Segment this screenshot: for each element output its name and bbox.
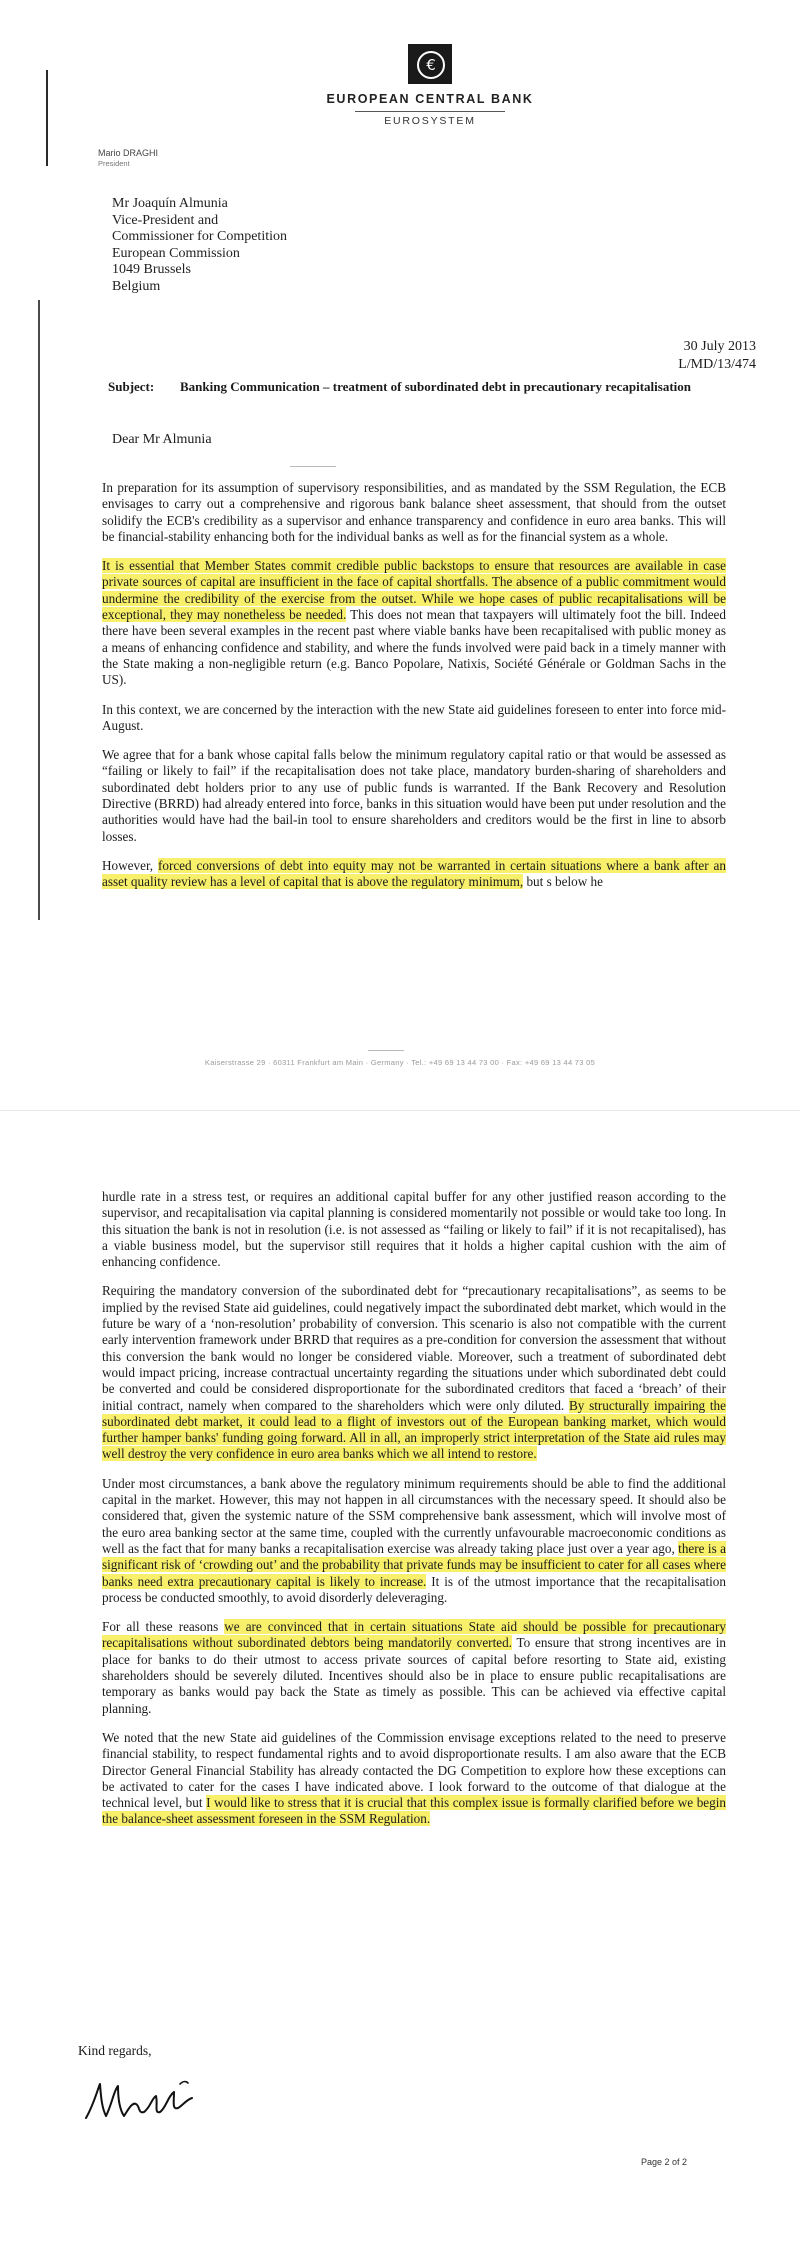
footer-address: Kaiserstrasse 29 · 60311 Frankfurt am Main · Germany · Tel.: +49 69 13 44 73 00 · Fax: +49 69 13 44 73 05 (204, 1058, 596, 1067)
highlighted-text: there is a significant risk of ‘crowding out’ and the probability that private funds may be insufficient to cater for all cases where banks need extra precautionary capital is likely to increase. (102, 1540, 726, 1589)
euro-symbol-icon: € (417, 51, 445, 79)
footer-divider (368, 1050, 404, 1051)
body-paragraph (102, 1730, 726, 1828)
ecb-logo (408, 44, 452, 84)
paragraph-text: However, (102, 857, 158, 873)
recipient-line: Belgium (112, 278, 161, 294)
closing: Kind regards, (78, 2043, 152, 2058)
body-paragraph (102, 480, 726, 545)
subject-text: Banking Communication – treatment of subordinated debt in precautionary recapitalisation (180, 379, 691, 394)
paragraph-text: but s below he (523, 874, 603, 890)
divider-line (290, 466, 336, 467)
page1-body (102, 480, 726, 904)
body-paragraph (102, 1283, 726, 1462)
date-reference-block (678, 338, 756, 374)
paragraph-text: In this context, we are concerned by the interaction with the new State aid guidelines foreseen to enter into force mid-August. (102, 701, 726, 733)
eurosystem-label: EUROSYSTEM (384, 115, 476, 127)
body-paragraph (102, 858, 726, 891)
recipient-line: 1049 Brussels (112, 262, 191, 277)
letter-date: 30 July 2013 (683, 339, 756, 354)
paragraph-text: Under most circumstances, a bank above the regulatory minimum requirements should be able to find the additional capital in the market. However, this may not happen in all circumstances with the necessary speed. It should also be considered that, given the systemic nature of the SSM comprehensive bank assessment, which will involve most of the euro area banking sector at the same time, coupled with the currently unfavourable macroeconomic conditions as well as the fact that for many banks a recapitalisation exercise was already taking place just over a year ago, (102, 1475, 726, 1556)
highlighted-text: we are convinced that in certain situations State aid should be possible for precautionary recapitalisations without subordinated debtors being mandatorily converted. (102, 1619, 726, 1651)
paragraph-text: hurdle rate in a stress test, or requires an additional capital buffer for any other justified reason according to the supervisor, and recapitalisation via capital planning is considered momentarily not possible or would take too long. In this situation the bank is not in resolution (i.e. is not assessed as “failing or likely to fail” if it is not recapitalised), has a viable business model, but the supervisor still requires that it holds a higher capital cushion with the aim of enhancing confidence. (102, 1189, 726, 1270)
paragraph-text: For all these reasons (102, 1619, 225, 1635)
letter-page-1 (0, 0, 800, 1110)
sender-role: President (98, 159, 130, 168)
recipient-line: Mr Joaquín Almunia (112, 196, 228, 211)
salutation: Dear Mr Almunia (112, 432, 212, 447)
highlighted-text: By structurally impairing the subordinated debt market, it could lead to a flight of investors out of the European banking market, which would further hamper banks' funding going forward. All in all, an improperly strict interpretation of the State aid rules may well destroy the very confidence in euro area banks which we all intend to restore. (102, 1397, 726, 1462)
bank-name: EUROPEAN CENTRAL BANK (326, 92, 534, 106)
paragraph-text: We noted that the new State aid guidelines of the Commission envisage exceptions related to the need to preserve financial stability, to respect fundamental rights and to avoid disproportionate results. I am also aware that the ECB Director General Financial Stability has already contacted the DG Competition to explore how these exceptions can be activated to cater for the cases I have indicated above. I look forward to the outcome of that dialogue at the technical level, but (102, 1729, 726, 1811)
paragraph-text: It is of the utmost importance that the recapitalisation process be conducted smoothly, to avoid disorderly deleveraging. (102, 1573, 726, 1605)
sender-name: Mario DRAGHI (98, 148, 159, 158)
recipient-line: European Commission (112, 245, 240, 261)
paragraph-text: In preparation for its assumption of supervisory responsibilities, and as mandated by the SSM Regulation, the ECB envisages to carry out a comprehensive and rigorous bank balance sheet assessment, that should from the outset solidify the ECB's credibility as a supervisor and enhance transparency and confidence in euro area banks. This will be financial-stability enhancing both for the individual banks as well as for the financial system as a whole. (102, 480, 726, 544)
handwritten-signature (82, 2074, 202, 2135)
letterhead-divider (355, 111, 505, 112)
body-paragraph (102, 1189, 726, 1270)
page-number: Page 2 of 2 (641, 2157, 688, 2167)
subject-label: Subject: (108, 379, 155, 394)
body-paragraph (102, 1619, 726, 1717)
recipient-line: Commissioner for Competition (112, 229, 287, 244)
highlighted-text: It is essential that Member States commit credible public backstops to ensure that resources are available in case private sources of capital are insufficient in the face of capital shortfalls. The absence of a public commitment would undermine the credibility of the exercise from the outset. While we hope cases of public recapitalisations will be exceptional, they may nonetheless be needed. (102, 558, 726, 623)
ecb-letterhead (300, 44, 560, 127)
paragraph-text: Requiring the mandatory conversion of the subordinated debt for “precautionary recapitalisations”, as seems to be implied by the revised State aid guidelines, could negatively impact the subordinated debt market, which would in the future be wary of a ‘non-resolution’ probability of conversion. This scenario is also not compatible with the current early intervention framework under BRRD that requires as a pre-condition for conversion the assessment that without this conversion the bank would no longer be considered viable. Moreover, such a treatment of subordinated debt would impact pricing, increase contractual uncertainty regarding the situations under which subordinated debt could be converted and could be considered disproportionate for the subordinated creditors that faced a ‘breach’ of their initial contract, namely when compared to the shareholders which were only diluted. (102, 1283, 726, 1413)
recipient-address (112, 196, 287, 295)
highlighted-text: forced conversions of debt into equity may not be warranted in certain situations where a bank after an asset quality review has a level of capital that is above the regulatory minimum, (102, 857, 726, 890)
highlighted-text: I would like to stress that it is crucial that this complex issue is formally clarified before we begin the balance-sheet assessment foreseen in the SSM Regulation. (102, 1795, 726, 1827)
body-paragraph (102, 1476, 726, 1606)
body-paragraph (102, 558, 726, 688)
page2-body (102, 1189, 726, 1841)
body-paragraph (102, 747, 726, 845)
scan-edge-mark (38, 300, 40, 920)
paragraph-text: We agree that for a bank whose capital falls below the minimum regulatory capital ratio or that would be assessed as “failing or likely to fail” if the recapitalisation does not take place, mandatory burden-sharing of shareholders and subordinated debt holders prior to any use of public funds is warranted. If the Bank Recovery and Resolution Directive (BRRD) had already entered into force, banks in this situation would have been put under resolution and the authorities would have had the bail-in tool to ensure shareholders and creditors would be the first in line to absorb losses. (102, 747, 726, 844)
paragraph-text: To ensure that strong incentives are in place for banks to do their utmost to access private sources of capital before resorting to State aid, existing shareholders should be severely diluted. Incentives should also be in place to ensure public recapitalisations are temporary as banks would pay back the State as timely as possible. This can be achieved via effective capital planning. (102, 1635, 726, 1716)
recipient-line: Vice-President and (112, 212, 219, 228)
paragraph-text: This does not mean that taxpayers will ultimately foot the bill. Indeed there have been several examples in the recent past where viable banks have been recapitalised with public money as a means of enhancing confidence and stability, and where the funds involved were paid back in a timely manner with the State making a non-negligible return (e.g. Banco Popolare, Natixis, Société Générale or Goldman Sachs in the US). (102, 607, 726, 688)
sender-block (98, 148, 158, 168)
subject-line (108, 378, 720, 395)
letter-reference: L/MD/13/474 (678, 357, 756, 372)
scan-edge-mark (46, 70, 48, 166)
body-paragraph (102, 702, 726, 735)
